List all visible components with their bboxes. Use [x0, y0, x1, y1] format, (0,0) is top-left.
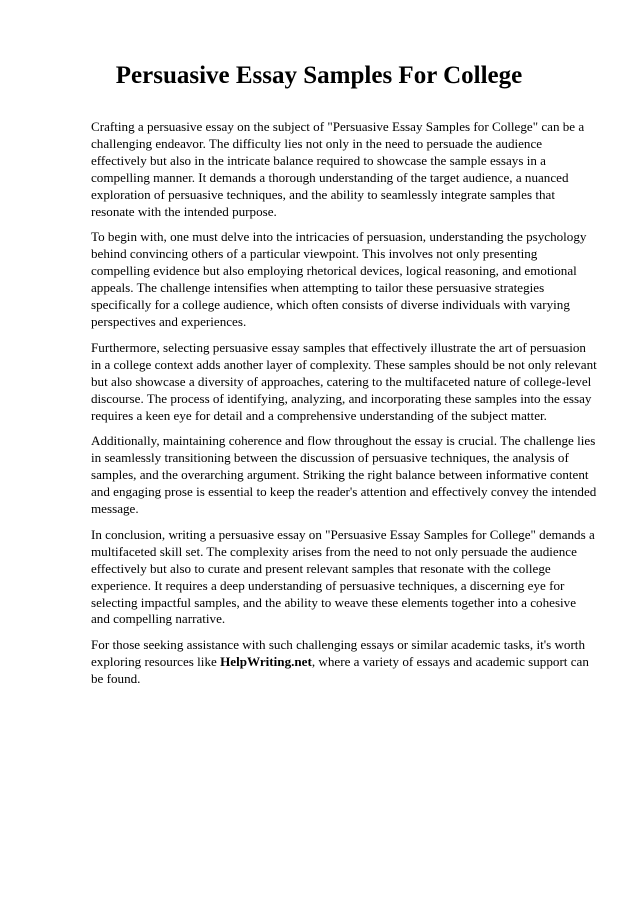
- helpwriting-link[interactable]: HelpWriting.net: [220, 654, 312, 670]
- paragraph-coherence: Additionally, maintaining coherence and flow throughout the essay is crucial. The challenge lies in seamlessly transitioning between the discussion of persuasive techniques, the analysis of samples, and the overarching argument. Striking the right balance between informative content and engaging prose is essential to keep the reader's attention and effectively convey the intended message.: [91, 433, 597, 517]
- closing-text-before: For those seeking assistance with such challenging essays or similar academic tasks, it's worth exploring resources like: [91, 637, 585, 670]
- page-title: Persuasive Essay Samples For College: [115, 62, 523, 89]
- paragraph-conclusion: In conclusion, writing a persuasive essay on "Persuasive Essay Samples for College" demands a multifaceted skill set. The complexity arises from the need to not only persuade the audience effectively but also to curate and present relevant samples that resonate with the college experience. It requires a deep understanding of persuasive techniques, a discerning eye for selecting impactful samples, and the ability to weave these elements together into a cohesive and compelling narrative.: [91, 526, 595, 627]
- paragraph-intro: Crafting a persuasive essay on the subject of "Persuasive Essay Samples for College" can be a challenging endeavor. The difficulty lies not only in the need to persuade the audience effectively but also in the intricate balance required to showcase the sample essays in a compelling manner. It demands a thorough understanding of the target audience, a nuanced exploration of persuasive techniques, and the ability to seamlessly integrate samples that resonate with the intended purpose.: [91, 119, 585, 219]
- document-body: [91, 119, 597, 697]
- paragraph-closing: [91, 637, 597, 688]
- closing-text-after: , where a variety of essays and academic support can be found.: [91, 654, 589, 687]
- paragraph-samples: Furthermore, selecting persuasive essay samples that effectively illustrate the art of persuasion in a college context adds another layer of complexity. These samples should be not only relevant but also showcase a diversity of approaches, catering to the multifaceted nature of college-level discourse. The process of identifying, analyzing, and incorporating these samples into the essay requires a keen eye for detail and a comprehensive understanding of the subject matter.: [91, 339, 597, 423]
- paragraph-persuasion: To begin with, one must delve into the intricacies of persuasion, understanding the psychology behind convincing others of a particular viewpoint. This involves not only presenting compelling evidence but also employing rhetorical devices, logical reasoning, and emotional appeals. The challenge intensifies when attempting to tailor these persuasive strategies specifically for a college audience, which often consists of diverse individuals with varying perspectives and experiences.: [91, 229, 587, 329]
